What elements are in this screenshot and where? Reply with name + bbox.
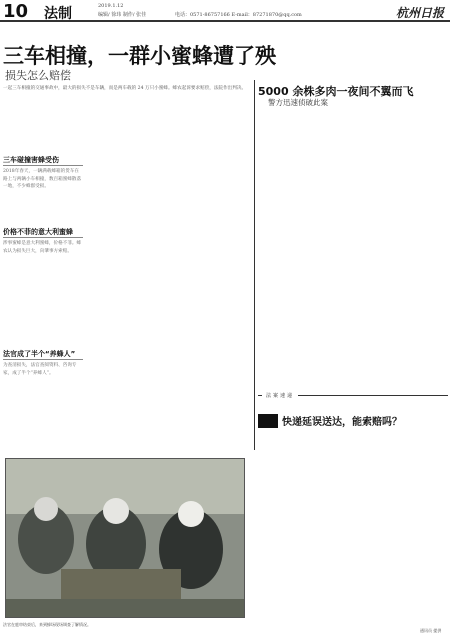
- side-subheadline: 警方迅速侦破此案: [268, 98, 328, 107]
- section-body: 2018年春天，一辆满载蜂箱的货车在路上与两辆小车相撞，数百箱蜜蜂散落一地，不少蜂群受损。: [3, 169, 82, 189]
- news-photo: [5, 458, 245, 618]
- section-body: 为查清损失，法官查阅资料、咨询专家，成了半个“养蜂人”。: [3, 363, 77, 376]
- editor-credits: 编辑/ 徐玮 制作/ 张佳: [98, 12, 147, 18]
- contact-line: 电话：0571-86757166 E-mail：87271870@qq.com: [175, 12, 302, 18]
- section-heading: 价格不菲的意大利蜜蜂: [3, 227, 83, 238]
- side-headline: 5000 余株多肉一夜间不翼而飞: [258, 85, 414, 98]
- section-body: 涉事蜜蜂是意大利蜜蜂，价格不菲。蜂农认为损失巨大，向肇事方索赔。: [3, 241, 82, 254]
- section-name: 法制: [44, 6, 72, 22]
- lower-headline: 快递延误送达，能索赔吗？: [282, 417, 402, 428]
- column-rule: [254, 80, 255, 450]
- paper-name: 杭州日报: [395, 6, 444, 20]
- page-number: 10: [3, 1, 29, 22]
- photo-caption: 法官在庭审结束后，来到蜂场现场调查了解情况。: [3, 622, 91, 627]
- main-headline: 三车相撞，一群小蜜蜂遭了殃: [3, 44, 276, 68]
- issue-date: 2019.1.12: [98, 3, 124, 9]
- section-heading: 三车碰撞害蜂受伤: [3, 155, 83, 166]
- divider-label: 法案速递: [262, 392, 298, 399]
- main-subheadline: 损失怎么赔偿: [5, 69, 71, 82]
- section-heading: 法官成了半个“养蜂人”: [3, 349, 83, 360]
- lead-paragraph: 一起三车相撞的交通事故中，最大的损失不是车辆，而是两车载的 24 万只小蜜蜂。蜂农起诉要求赔偿，法院作出判决。: [3, 86, 247, 91]
- photo-credit: 通讯员 提供: [420, 628, 442, 633]
- headline-bar: [258, 414, 278, 428]
